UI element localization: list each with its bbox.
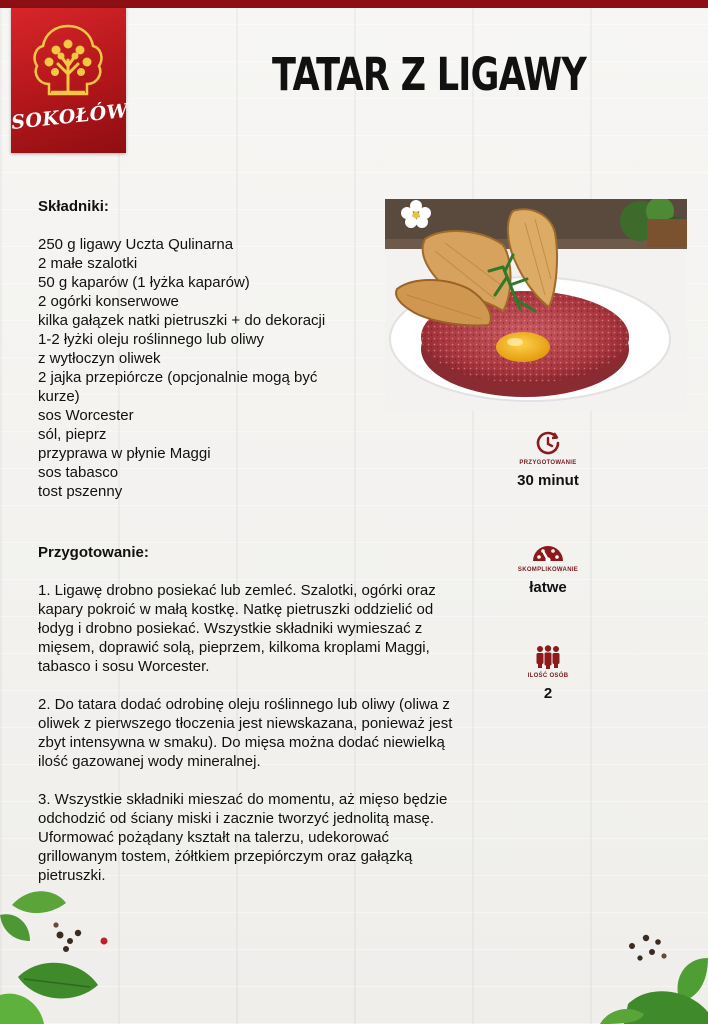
ingredients-heading: Składniki:	[38, 198, 109, 215]
brand-name: SOKOŁÓW	[10, 99, 130, 134]
brand-logo	[10, 8, 130, 153]
preparation-heading: Przygotowanie:	[38, 544, 149, 561]
prep-time	[478, 430, 618, 489]
preparation-step: 3. Wszystkie składniki mieszać do momentu, aż mięso będzie odchodzić od ściany miski i zacznie tworzyć jednolitą masę. Uformować pożądany kształt na talerzu, udekorować grillowanym tostem, żółtkiem przepiórczym oraz gałązką pietruszki.	[38, 791, 448, 884]
ingredient-item: tost pszenny	[38, 483, 123, 500]
ingredient-item: przyprawa w płynie Maggi	[38, 445, 211, 462]
ingredients-section	[38, 197, 368, 501]
preparation-section	[38, 543, 468, 904]
clock-icon	[535, 430, 561, 456]
basil-leaves-icon	[588, 918, 708, 1024]
ingredient-item: kilka gałązek natki pietruszki + do dekoracji	[38, 312, 326, 329]
basil-leaves-icon	[0, 875, 115, 1024]
servings-label: ILOŚĆ OSÓB	[527, 673, 569, 679]
ingredient-list	[38, 235, 368, 501]
ingredient-item: 2 jajka przepiórcze (opcjonalnie mogą być	[38, 369, 318, 386]
ingredient-item: 2 ogórki konserwowe	[38, 293, 179, 310]
gauge-icon	[532, 543, 564, 563]
prep-time-value: 30 minut	[517, 472, 579, 489]
servings	[478, 645, 618, 702]
top-bar	[0, 0, 708, 8]
recipe-title: TATAR Z LIGAWY	[272, 48, 586, 101]
ingredient-item: 2 małe szalotki	[38, 255, 138, 272]
preparation-step: 2. Do tatara dodać odrobinę oleju roślinnego lub oliwy (oliwa z oliwek z pierwszego tłoczenia jest niewskazana, ponieważ jest zbyt intensywna w smaku). Do mięsa można dodać niewielką ilość gazowanej wody mineralnej.	[38, 696, 453, 770]
ingredient-item: sos Worcester	[38, 407, 134, 424]
difficulty-label: SKOMPLIKOWANIE	[517, 567, 579, 573]
ingredient-item: 50 g kaparów (1 łyżka kaparów)	[38, 274, 250, 291]
dish-photo	[385, 199, 687, 411]
preparation-step: 1. Ligawę drobno posiekać lub zemleć. Szalotki, ogórki oraz kapary pokroić w małą kostkę. Natkę pietruszki oddzielić od łodyg i drobno posiekać. Wszystkie składniki wymieszać z mięsem, doprawić solą, pieprzem, kilkoma kroplami Maggi, tabasco i sosu Worcester.	[38, 582, 436, 675]
people-icon	[535, 645, 561, 669]
ingredient-item: sól, pieprz	[38, 426, 107, 443]
servings-value: 2	[543, 685, 553, 702]
prep-time-label: PRZYGOTOWANIE	[519, 460, 577, 466]
difficulty-value: łatwe	[529, 579, 567, 596]
difficulty	[478, 543, 618, 596]
ingredient-item: sos tabasco	[38, 464, 119, 481]
ingredient-item: kurze)	[38, 388, 80, 405]
ingredient-item: z wytłoczyn oliwek	[38, 350, 161, 367]
ingredient-item: 1-2 łyżki oleju roślinnego lub oliwy	[38, 331, 264, 348]
ingredient-item: 250 g ligawy Uczta Qulinarna	[38, 236, 234, 253]
